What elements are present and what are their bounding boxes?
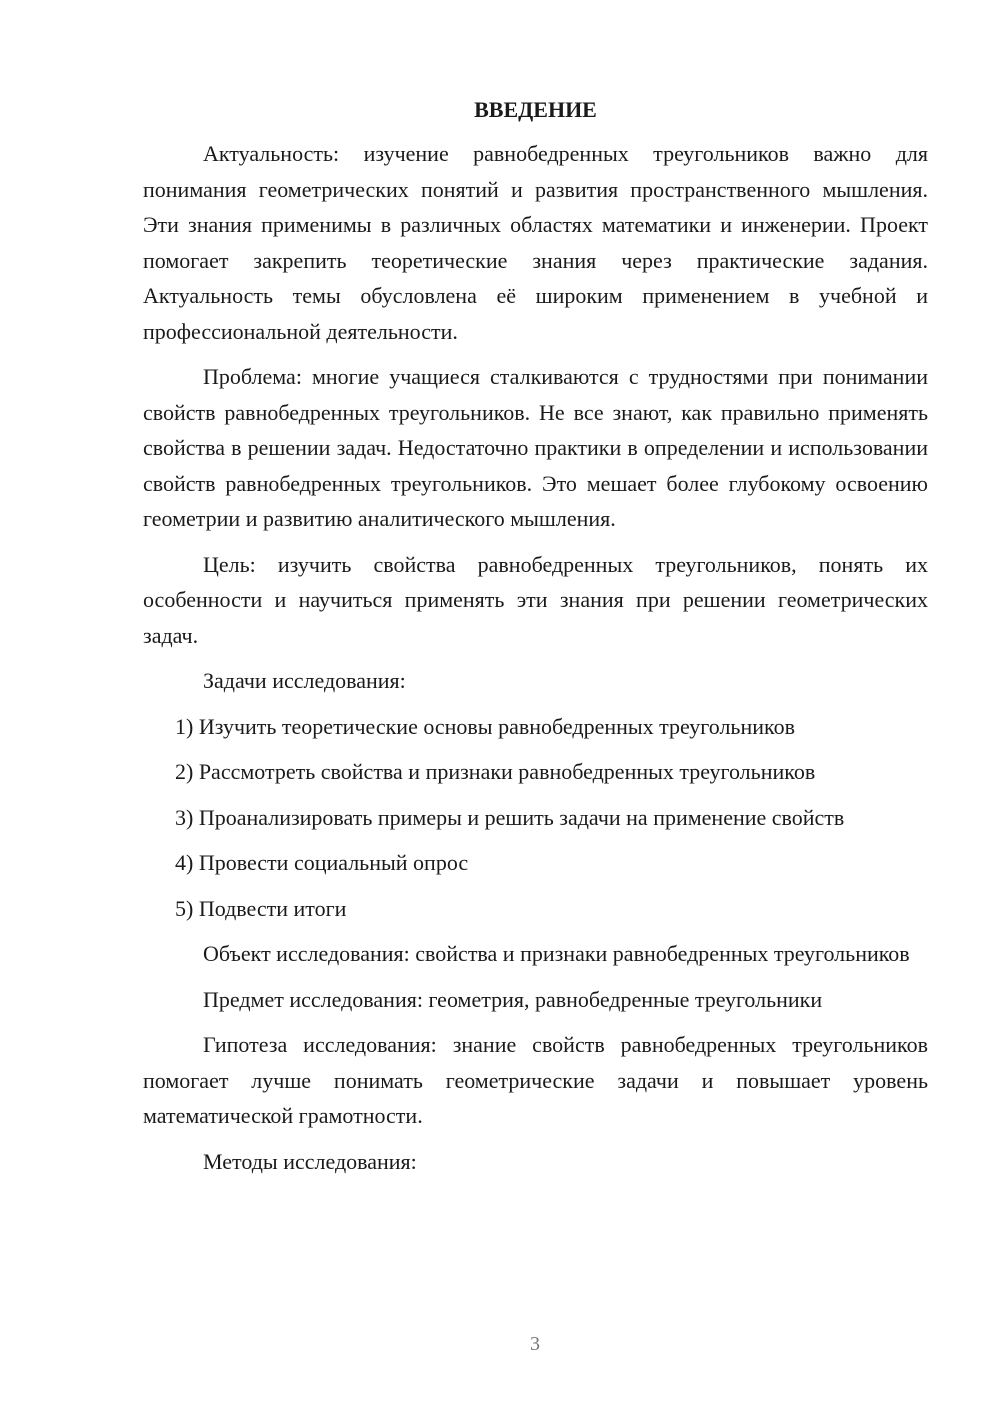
task-item-3: 3) Проанализировать примеры и решить задачи на применение свойств xyxy=(175,804,845,830)
page-content xyxy=(143,92,928,1189)
task-item-2: 2) Рассмотреть свойства и признаки равнобедренных треугольников xyxy=(175,759,816,784)
paragraph-relevance: Актуальность: изучение равнобедренных треугольников важно для понимания геометрических понятий и развития пространственного мышления. Эти знания применимы в различных областях математики и инженерии. Проект помогает закрепить теоретические знания через практические задания. Актуальность темы обусловлена её широким применением в учебной и профессиональной деятельности. xyxy=(143,141,928,344)
section-title: ВВЕДЕНИЕ xyxy=(474,97,597,122)
paragraph-object: Объект исследования: свойства и признаки равнобедренных треугольников xyxy=(203,941,910,966)
page-number: 3 xyxy=(530,1333,540,1355)
paragraph-methods: Методы исследования: xyxy=(203,1148,417,1174)
task-item-4: 4) Провести социальный опрос xyxy=(175,850,469,875)
paragraph-goal: Цель: изучить свойства равнобедренных треугольников, понять их особенности и научиться применять эти знания при решении геометрических задач. xyxy=(143,551,928,648)
paragraph-subject: Предмет исследования: геометрия, равнобедренные треугольники xyxy=(203,986,823,1012)
paragraph-tasks-heading: Задачи исследования: xyxy=(203,668,406,693)
paragraph-problem: Проблема: многие учащиеся сталкиваются с трудностями при понимании свойств равнобедренных треугольников. Не все знают, как правильно применять свойства в решении задач. Недостаточно практики в определении и использовании свойств равнобедренных треугольников. Это мешает более глубокому освоению геометрии и развитию аналитического мышления. xyxy=(143,364,928,531)
task-item-1: 1) Изучить теоретические основы равнобедренных треугольников xyxy=(175,713,795,739)
paragraph-hypothesis: Гипотеза исследования: знание свойств равнобедренных треугольников помогает лучше понимать геометрические задачи и повышает уровень математической грамотности. xyxy=(143,1032,928,1128)
task-item-5: 5) Подвести итоги xyxy=(175,895,347,921)
